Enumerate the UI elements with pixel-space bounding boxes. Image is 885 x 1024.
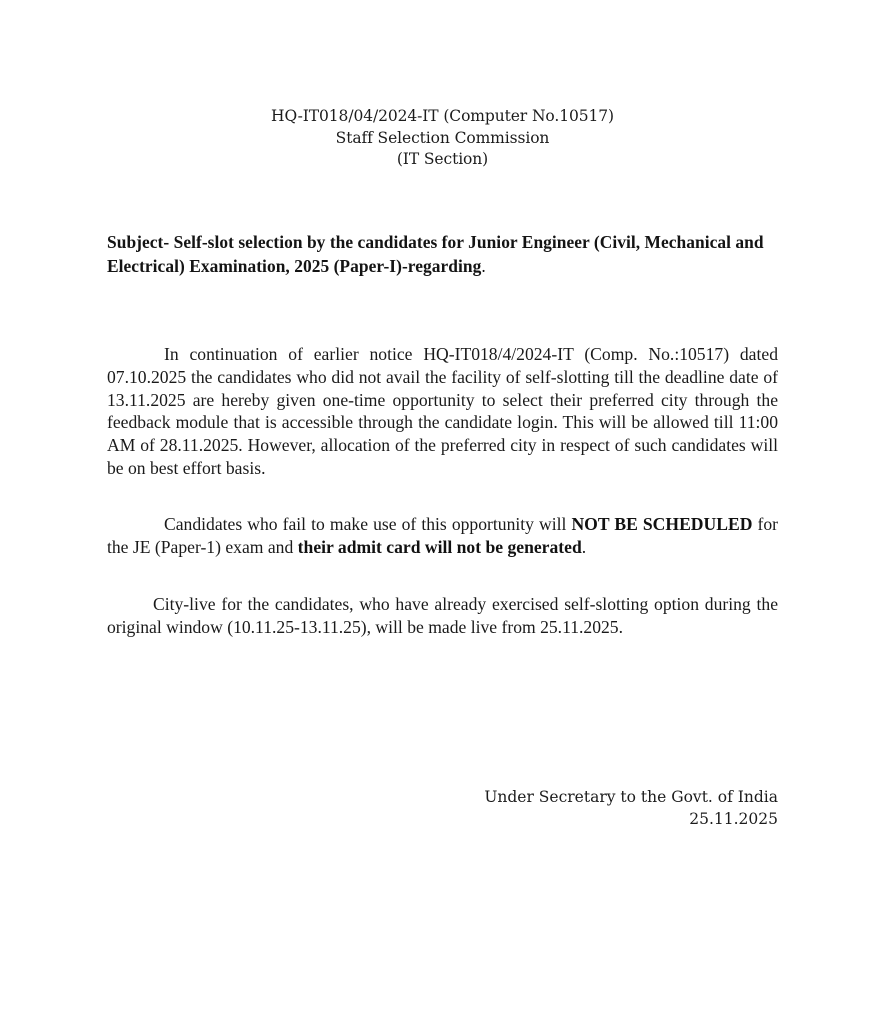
signatory-designation: Under Secretary to the Govt. of India xyxy=(484,788,778,806)
paragraph-continuation-notice xyxy=(107,343,778,480)
subject-text: Subject- Self-slot selection by the candidates for Junior Engineer (Civil, Mechanical and Electrical) Examination, 2025 (Paper-I)-regarding xyxy=(107,232,764,276)
signature-date: 25.11.2025 xyxy=(689,809,778,828)
section-name: (IT Section) xyxy=(396,150,489,168)
organization-name: Staff Selection Commission xyxy=(335,128,550,147)
paragraph-2-text-c: . xyxy=(581,536,587,557)
paragraph-1-text: In continuation of earlier notice HQ-IT018/4/2024-IT (Comp. No.:10517) dated 07.10.2025 the candidates who did not avail the facility of self-slotting till the deadline date of 13.11.2025 are hereby given one-time opportunity to select their preferred city through the feedback module that is accessible through the candidate login. This will be allowed till 11:00 AM of 28.11.2025. However, allocation of the preferred city in respect of such candidates will be on best effort basis. xyxy=(107,344,778,478)
paragraph-3-text: City-live for the candidates, who have already exercised self-slotting option during the original window (10.11.25-13.11.25), will be made live from 25.11.2025. xyxy=(107,594,778,637)
subject-period: . xyxy=(481,255,486,276)
paragraph-2-text-a: Candidates who fail to make use of this opportunity will xyxy=(164,514,572,534)
paragraph-2-text-b: for the JE (Paper-1) exam and xyxy=(107,514,778,557)
file-number: HQ-IT018/04/2024-IT (Computer No.10517) xyxy=(271,107,614,125)
subject-line xyxy=(107,231,779,278)
paragraph-not-scheduled-warning xyxy=(107,513,778,559)
not-be-scheduled-emphasis: NOT BE SCHEDULED xyxy=(571,514,753,534)
notice-header xyxy=(0,106,885,171)
paragraph-city-live xyxy=(107,593,778,639)
signature-block xyxy=(440,787,778,830)
admit-card-emphasis: their admit card will not be generated xyxy=(297,536,582,557)
